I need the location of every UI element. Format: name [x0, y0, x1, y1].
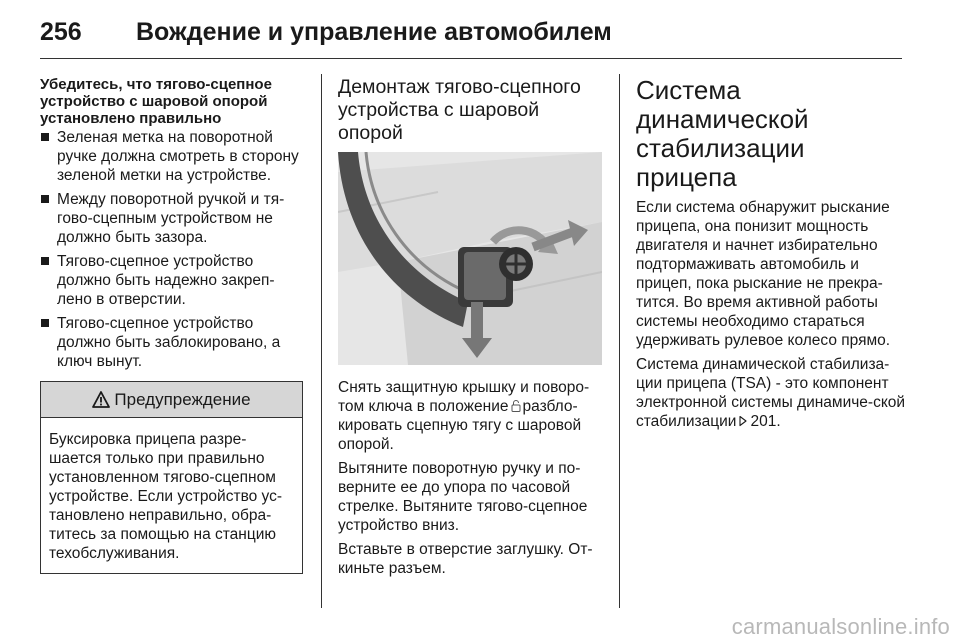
removal-step-2: Вытяните поворотную ручку и по-верните ее до упора по часовой стрелке. Вытяните тягово-сцепное устройство вниз.: [338, 460, 588, 534]
bullet-icon: [41, 195, 49, 203]
removal-step-3: Вставьте в отверстие заглушку. От-киньте разъем.: [338, 541, 593, 577]
warning-triangle-icon: [92, 391, 110, 408]
list-item: Зеленая метка на поворотной ручке должна смотреть в сторону зеленой метки на устройстве.: [40, 128, 304, 185]
tsa-paragraph-1: Если система обнаружит рыскание прицепа, она понизит мощность двигателя и начнет избирательно подтормаживать автомобиль и прицеп, пока рыскание не прекра-тится. Во время активной работы системы необходимо стараться удерживать рулевое колесо прямо.: [636, 199, 891, 349]
warning-box: [40, 381, 303, 574]
list-item: Тягово-сцепное устройство должно быть заблокировано, а ключ вынут.: [40, 314, 304, 371]
page-number: 256: [40, 18, 82, 46]
column-divider-1: [321, 74, 322, 608]
list-item: Тягово-сцепное устройство должно быть надежно закреп-лено в отверстии.: [40, 252, 304, 309]
unlock-icon: [511, 400, 521, 412]
watermark: carmanualsonline.info: [731, 614, 950, 639]
towbar-illustration-image: [338, 152, 602, 365]
header-divider: [40, 58, 902, 59]
check-list: [40, 128, 304, 371]
page-reference-icon: [738, 415, 748, 427]
towbar-removal-illustration: [338, 152, 602, 365]
bullet-icon: [41, 133, 49, 141]
warning-title: Предупреждение: [114, 389, 251, 409]
removal-heading: Демонтаж тягово-сцепного устройства с шаровой опорой: [338, 76, 581, 144]
check-installation-subheading: Убедитесь, что тягово-сцепное устройство с шаровой опорой установлено правильно: [40, 76, 272, 127]
list-item: Между поворотной ручкой и тя-гово-сцепным устройством не должно быть зазора.: [40, 190, 304, 247]
bullet-icon: [41, 257, 49, 265]
bullet-icon: [41, 319, 49, 327]
warning-text: Буксировка прицепа разре-шается только при правильно установленном тягово-сцепном устройстве. Если устройство ус-тановлено неправильно, обра-титесь за помощью на станцию техобслуживания.: [49, 431, 283, 562]
removal-step-1: Снять защитную крышку и поворо-том ключа в положение разбло-кировать сцепную тягу с шаровой опорой.: [338, 379, 590, 453]
tsa-heading: Система динамической стабилизации прицепа: [636, 75, 809, 192]
warning-header: [41, 382, 302, 418]
page-reference-link[interactable]: 201.: [750, 413, 781, 430]
column-divider-2: [619, 74, 620, 608]
column-middle: [338, 76, 604, 583]
column-left: [40, 76, 304, 574]
tsa-paragraph-2: Система динамической стабилиза-ции прицепа (TSA) - это компонент электронной системы динамиче-ской стабилизации 201.: [636, 356, 906, 430]
column-right: [636, 76, 906, 436]
page-title: Вождение и управление автомобилем: [136, 18, 612, 46]
page-header: [40, 14, 902, 58]
